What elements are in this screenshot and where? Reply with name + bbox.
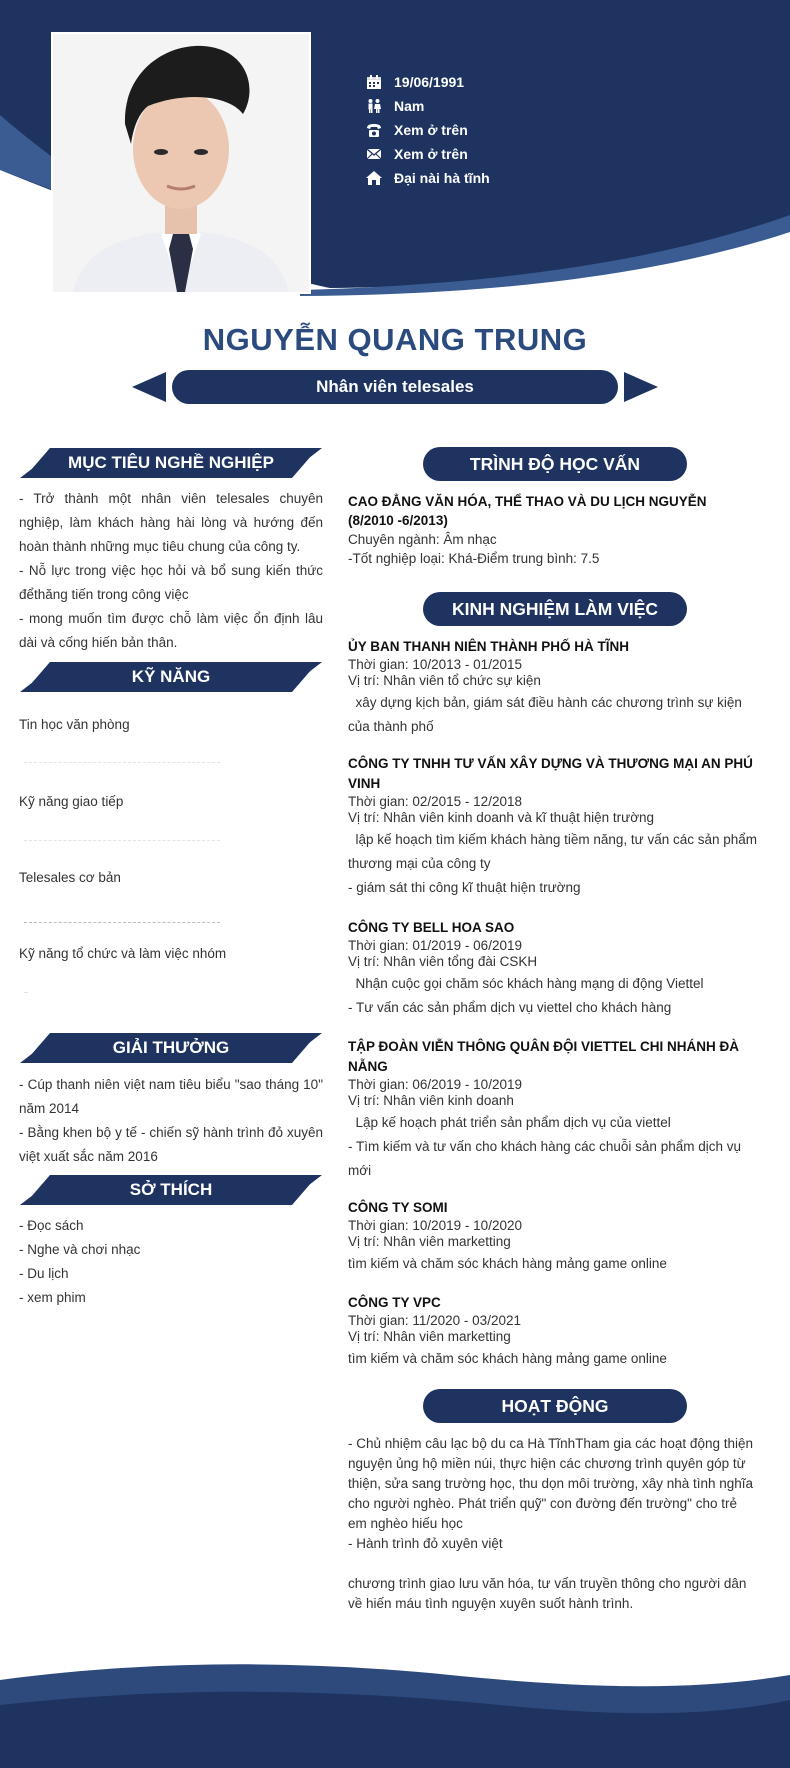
- skill-item: Telesales cơ bản: [19, 870, 121, 885]
- birthdate-text: 19/06/1991: [394, 74, 465, 90]
- phone-text: Xem ở trên: [394, 122, 468, 138]
- job-time: Thời gian: 06/2019 - 10/2019: [348, 1077, 522, 1092]
- job-role: Vị trí: Nhân viên kinh doanh và kĩ thuật hiện trường: [348, 810, 655, 825]
- profile-photo: [51, 32, 311, 294]
- activity-item: - Hành trình đỏ xuyên việt: [348, 1536, 503, 1551]
- hobby-item: - Nghe và chơi nhạc: [19, 1242, 141, 1257]
- phone-icon: [366, 122, 382, 138]
- job-time: Thời gian: 10/2013 - 01/2015: [348, 657, 522, 672]
- job-time: Thời gian: 01/2019 - 06/2019: [348, 938, 522, 953]
- job-detail: tìm kiếm và chăm sóc khách hàng mảng game online: [348, 1256, 667, 1271]
- job-detail: tìm kiếm và chăm sóc khách hàng mảng game online: [348, 1351, 667, 1366]
- job-detail: - Tư vấn các sản phẩm dịch vụ viettel cho khách hàng: [348, 1000, 672, 1015]
- job-company: CÔNG TY TNHH TƯ VẤN XÂY DỰNG VÀ THƯƠNG MẠI AN PHÚ VINH: [348, 756, 753, 791]
- job-role: Vị trí: Nhân viên tổng đài CSKH: [348, 954, 538, 969]
- hobby-item: - Du lịch: [19, 1266, 69, 1281]
- gender-icon: [366, 98, 382, 114]
- job-entry: [348, 754, 760, 900]
- address-text: Đại nài hà tĩnh: [394, 170, 490, 186]
- skill-bar: [24, 762, 220, 763]
- school-name: CAO ĐẲNG VĂN HÓA, THỂ THAO VÀ DU LỊCH NGUYỄN (8/2010 -6/2013): [348, 494, 707, 528]
- award-item: - Cúp thanh niên việt nam tiêu biểu "sao tháng 10" năm 2014: [19, 1077, 323, 1116]
- job-detail: lập kế hoạch tìm kiếm khách hàng tiềm năng, tư vấn các sản phẩm thương mại của công ty: [348, 832, 761, 871]
- hobbies-heading: [20, 1175, 322, 1205]
- phone-row: [366, 118, 490, 142]
- job-detail: - Tìm kiếm và tư vấn cho khách hàng các chuỗi sản phẩm dịch vụ mới: [348, 1139, 741, 1178]
- activity-item: - Chủ nhiệm câu lạc bộ du ca Hà TĩnhTham gia các hoạt động thiện nguyện ủng hộ miền núi, thực hiện các chương trình quyên góp từ thiện, sửa sang trường học, thu dọn môi trường, xây nhà tình nghĩa cho người nghèo. Phát triển quỹ" con đường đến trường" cho trẻ em nghèo hiếu học: [348, 1436, 754, 1531]
- footer-background: [0, 1660, 790, 1768]
- activities-heading: HOẠT ĐỘNG: [423, 1389, 687, 1423]
- awards-text: [19, 1073, 323, 1169]
- activity-item: chương trình giao lưu văn hóa, tư vấn truyền thông cho người dân về hiến máu tình nguyện xuyên suốt hành trình.: [348, 1576, 747, 1611]
- hobby-item: - Đọc sách: [19, 1218, 84, 1233]
- activities-text: [348, 1434, 758, 1614]
- objective-line: - Nỗ lực trong việc học hỏi và bổ sung kiến thức đểthăng tiến trong công việc: [19, 563, 323, 602]
- birthdate-row: [366, 70, 490, 94]
- education-heading: TRÌNH ĐỘ HỌC VẤN: [423, 447, 687, 481]
- position-ribbon: [132, 370, 658, 404]
- calendar-icon: [366, 74, 382, 90]
- job-detail: Nhận cuộc gọi chăm sóc khách hàng mạng di động Viettel: [348, 976, 704, 991]
- job-company: CÔNG TY SOMI: [348, 1200, 448, 1215]
- skill-bar: [24, 922, 220, 923]
- position-title: Nhân viên telesales: [172, 370, 618, 404]
- gender-text: Nam: [394, 98, 425, 114]
- objective-text: [19, 487, 323, 655]
- skill-item: Kỹ năng giao tiếp: [19, 794, 124, 809]
- experience-heading: KINH NGHIỆM LÀM VIỆC: [423, 592, 687, 626]
- email-row: [366, 142, 490, 166]
- address-row: [366, 166, 490, 190]
- gender-row: [366, 94, 490, 118]
- skills-title: KỸ NĂNG: [131, 667, 211, 686]
- awards-title: GIẢI THƯỞNG: [112, 1038, 230, 1057]
- job-time: Thời gian: 10/2019 - 10/2020: [348, 1218, 522, 1233]
- job-role: Vị trí: Nhân viên tổ chức sự kiện: [348, 673, 541, 688]
- job-entry: [348, 637, 760, 739]
- job-detail: Lập kế hoạch phát triển sản phẩm dịch vụ của viettel: [348, 1115, 671, 1130]
- ribbon-right-arrow: [624, 372, 658, 402]
- hobbies-title: SỞ THÍCH: [129, 1180, 213, 1199]
- job-company: ỦY BAN THANH NIÊN THÀNH PHỐ HÀ TĨNH: [348, 639, 630, 654]
- ribbon-left-arrow: [132, 372, 166, 402]
- job-role: Vị trí: Nhân viên kinh doanh: [348, 1093, 514, 1108]
- job-company: TẬP ĐOÀN VIỄN THÔNG QUÂN ĐỘI VIETTEL CHI NHÁNH ĐÀ NẴNG: [348, 1039, 740, 1074]
- avatar: [53, 34, 309, 292]
- job-entry: [348, 1198, 760, 1276]
- skill-item: Tin học văn phòng: [19, 717, 130, 732]
- job-detail: - giám sát thi công kĩ thuật hiện trường: [348, 880, 581, 895]
- job-detail: xây dựng kịch bản, giám sát điều hành các chương trình sự kiện của thành phố: [348, 695, 746, 734]
- job-entry: [348, 1037, 760, 1183]
- skills-heading: [20, 662, 322, 692]
- objective-heading: [20, 448, 322, 478]
- contact-info: [366, 70, 490, 190]
- skill-bar: [24, 840, 220, 841]
- job-time: Thời gian: 11/2020 - 03/2021: [348, 1313, 521, 1328]
- home-icon: [366, 170, 382, 186]
- job-role: Vị trí: Nhân viên marketting: [348, 1234, 511, 1249]
- email-text: Xem ở trên: [394, 146, 468, 162]
- objective-title: MỤC TIÊU NGHỀ NGHIỆP: [68, 453, 274, 472]
- awards-heading: [20, 1033, 322, 1063]
- job-role: Vị trí: Nhân viên marketting: [348, 1329, 511, 1344]
- job-company: CÔNG TY BELL HOA SAO: [348, 920, 515, 935]
- objective-line: - Trở thành một nhân viên telesales chuyên nghiệp, làm khách hàng hài lòng và hướng đến hoàn thành những mục tiêu chung của công ty.: [19, 491, 323, 554]
- education-major: Chuyên ngành: Âm nhạc: [348, 532, 497, 547]
- mail-icon: [366, 146, 382, 162]
- job-entry: [348, 918, 760, 1020]
- objective-line: - mong muốn tìm được chỗ làm việc ổn định lâu dài và cống hiến bản thân.: [19, 611, 323, 650]
- education-grade: -Tốt nghiệp loại: Khá-Điểm trung bình: 7.5: [348, 551, 600, 566]
- award-item: - Bằng khen bộ y tế - chiến sỹ hành trình đỏ xuyên việt xuất sắc năm 2016: [19, 1125, 323, 1164]
- skill-item: Kỹ năng tổ chức và làm việc nhóm: [19, 946, 227, 961]
- candidate-name: NGUYỄN QUANG TRUNG: [202, 322, 588, 357]
- job-time: Thời gian: 02/2015 - 12/2018: [348, 794, 522, 809]
- job-entry: [348, 1293, 760, 1371]
- hobbies-list: [19, 1214, 140, 1310]
- job-company: CÔNG TY VPC: [348, 1295, 441, 1310]
- education-block: [348, 492, 756, 568]
- hobby-item: - xem phim: [19, 1290, 86, 1305]
- skill-bar: [24, 992, 28, 993]
